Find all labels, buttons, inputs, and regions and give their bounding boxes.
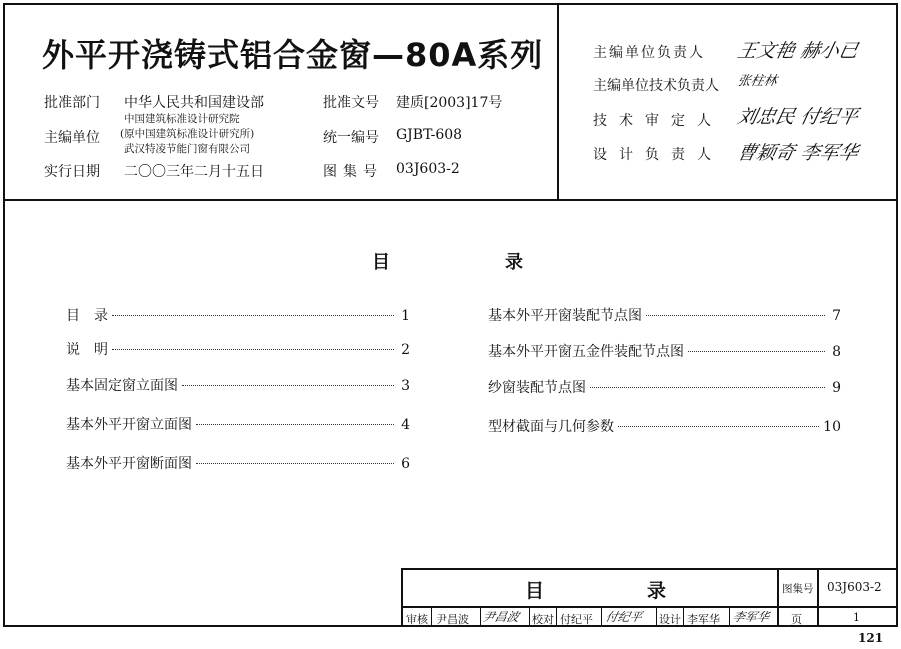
- title-block-col-divider: [656, 607, 657, 627]
- header-divider: [3, 199, 898, 201]
- title-block-col-divider: [529, 607, 530, 627]
- toc-entry-page: 9: [832, 380, 841, 396]
- effective-date-value: 二〇〇三年二月十五日: [124, 164, 264, 180]
- toc-entry[interactable]: [66, 453, 410, 473]
- toc-entry-label: 基本外平开窗立面图: [66, 417, 192, 433]
- title-block-title-left: 目: [525, 580, 545, 602]
- design-name: 李军华: [687, 613, 720, 626]
- approval-doc-label: 批准文号: [323, 95, 379, 111]
- title-block-col-divider: [777, 570, 779, 627]
- toc-entry[interactable]: [488, 416, 841, 436]
- title-block-col-divider: [601, 607, 602, 627]
- resp-signature-2: 张柱林: [735, 74, 779, 89]
- title-block-row-divider: [403, 606, 898, 608]
- title-block-col-divider: [729, 607, 730, 627]
- sheet-number: 121: [858, 631, 884, 645]
- toc-leader-dots: [112, 315, 394, 316]
- toc-entry[interactable]: [66, 414, 410, 434]
- atlas-no-value: 03J603-2: [827, 580, 882, 594]
- toc-leader-dots: [196, 424, 394, 425]
- page-label: 页: [791, 613, 802, 626]
- toc-entry-page: 6: [401, 456, 410, 472]
- title-block: [401, 568, 898, 627]
- review-name: 尹昌波: [436, 613, 469, 626]
- design-label: 设计: [659, 613, 681, 626]
- toc-entry-page: 10: [823, 419, 841, 435]
- toc-leader-dots: [688, 351, 825, 352]
- toc-leader-dots: [182, 385, 394, 386]
- toc-leader-dots: [618, 426, 819, 427]
- unified-no-value: GJBT-608: [396, 127, 463, 143]
- title-block-col-divider: [817, 570, 819, 627]
- resp-role-3: 技术审定人: [593, 113, 723, 129]
- toc-entry-page: 4: [401, 417, 410, 433]
- resp-signature-4: 曹颖奇 李军华: [735, 142, 861, 164]
- resp-signature-1: 王文艳 赫小已: [735, 40, 861, 62]
- resp-role-2: 主编单位技术负责人: [593, 78, 719, 94]
- resp-role-1: 主编单位负责人: [593, 45, 705, 61]
- toc-entry-page: 8: [832, 344, 841, 360]
- chief-unit-line2: (原中国建筑标准设计研究所): [120, 128, 255, 140]
- document-title: 外平开浇铸式铝合金窗—80A系列: [42, 36, 544, 74]
- toc-entry-label: 纱窗装配节点图: [488, 380, 586, 396]
- design-signature: 李军华: [731, 610, 771, 624]
- toc-entry[interactable]: [488, 305, 841, 325]
- toc-leader-dots: [112, 349, 394, 350]
- toc-entry-page: 2: [401, 342, 410, 358]
- toc-entry-label: 基本外平开窗断面图: [66, 456, 192, 472]
- toc-entry-label: 说 明: [66, 342, 108, 358]
- review-signature: 尹昌波: [481, 610, 521, 624]
- effective-date-label: 实行日期: [44, 164, 100, 180]
- toc-entry[interactable]: [488, 341, 841, 361]
- chief-unit-line1: 中国建筑标准设计研究院: [124, 113, 240, 125]
- resp-role-4: 设计负责人: [593, 147, 723, 163]
- header-vertical-divider: [557, 3, 559, 200]
- approval-doc-value: 建质[2003]17号: [396, 95, 503, 111]
- toc-leader-dots: [646, 315, 825, 316]
- title-block-col-divider: [683, 607, 684, 627]
- toc-entry-label: 基本外平开窗装配节点图: [488, 308, 642, 324]
- approval-dept-label: 批准部门: [44, 95, 100, 111]
- title-block-col-divider: [431, 607, 432, 627]
- title-block-title-right: 录: [647, 580, 667, 602]
- toc-entry-label: 目 录: [66, 308, 108, 324]
- check-signature: 付纪平: [604, 610, 644, 624]
- title-block-col-divider: [556, 607, 557, 627]
- toc-heading-left: 目: [372, 252, 390, 273]
- toc-entry[interactable]: [66, 339, 410, 359]
- toc-entry[interactable]: [488, 377, 841, 397]
- atlas-no-label: 图集号: [323, 164, 383, 180]
- toc-leader-dots: [196, 463, 394, 464]
- resp-signature-3: 刘忠民 付纪平: [735, 106, 861, 128]
- chief-unit-line3: 武汉特凌节能门窗有限公司: [124, 143, 250, 155]
- toc-entry-label: 基本外平开窗五金件装配节点图: [488, 344, 684, 360]
- toc-entry-page: 7: [832, 308, 841, 324]
- chief-unit-label: 主编单位: [44, 130, 100, 146]
- toc-entry-page: 1: [401, 308, 410, 324]
- review-label: 审核: [406, 613, 428, 626]
- atlas-no-value: 03J603-2: [396, 161, 460, 177]
- toc-leader-dots: [590, 387, 825, 388]
- toc-entry-label: 基本固定窗立面图: [66, 378, 178, 394]
- approval-dept-value: 中华人民共和国建设部: [124, 95, 264, 111]
- toc-entry[interactable]: [66, 305, 410, 325]
- atlas-no-label: 图集号: [782, 583, 814, 595]
- toc-entry-label: 型材截面与几何参数: [488, 419, 614, 435]
- page-value: 1: [853, 611, 860, 624]
- check-name: 付纪平: [560, 613, 593, 626]
- check-label: 校对: [532, 613, 554, 626]
- toc-entry[interactable]: [66, 375, 410, 395]
- unified-no-label: 统一编号: [323, 130, 379, 146]
- toc-heading-right: 录: [505, 252, 523, 273]
- toc-entry-page: 3: [401, 378, 410, 394]
